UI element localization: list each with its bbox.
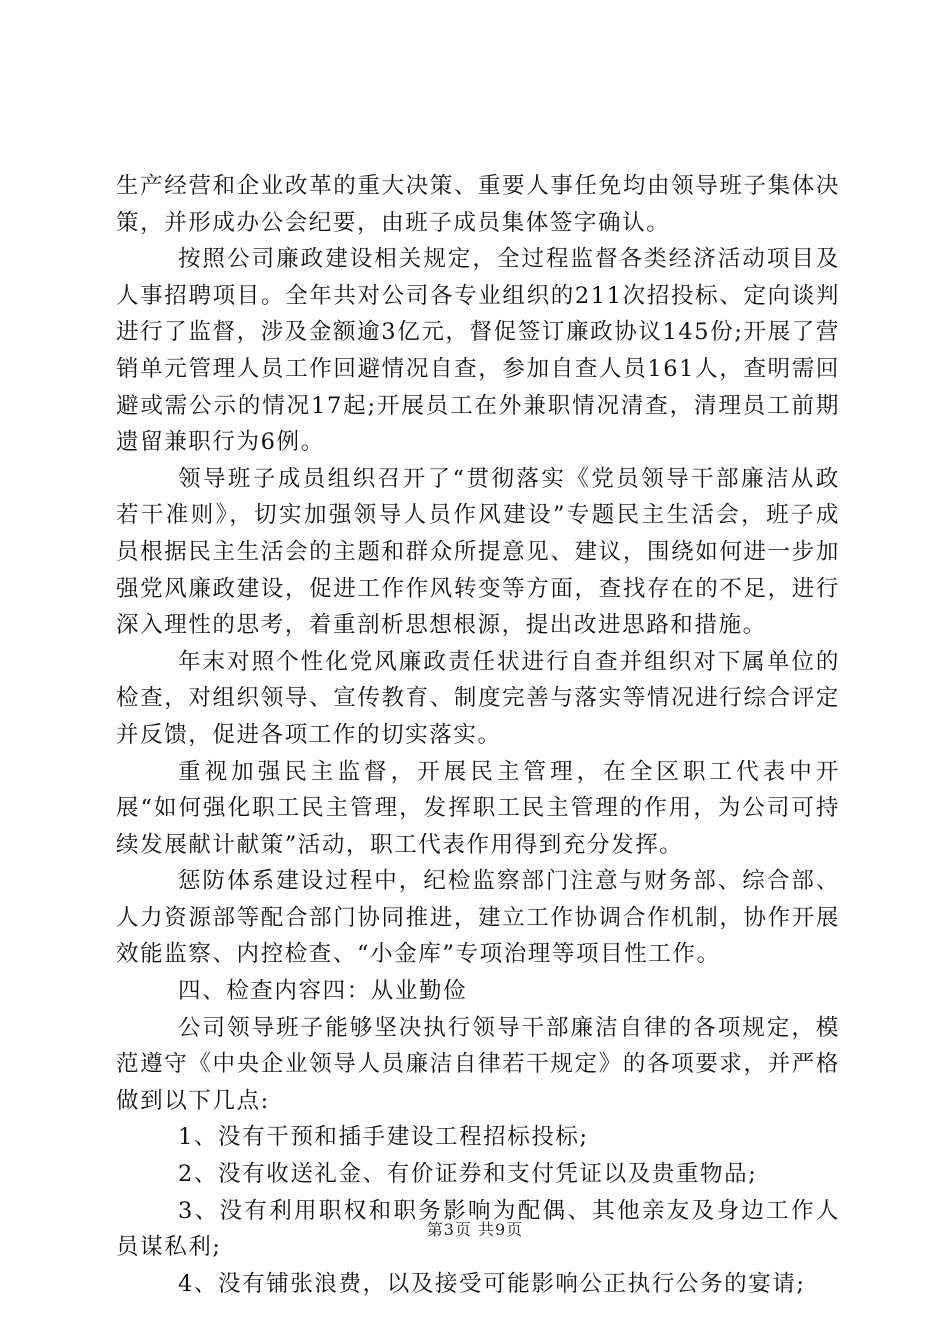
paragraph: 领导班子成员组织召开了“贯彻落实《党员领导干部廉洁从政若干准则》，切实加强领导人员作风建设”专题民主生活会，班子成员根据民主生活会的主题和群众所提意见、建议，围绕如何进一步加强党风廉政建设，促进工作作风转变等方面，查找存在的不足，进行深入理性的思考，着重剖析思想根源，提出改进思路和措施。 [116,465,840,639]
paragraph: 惩防体系建设过程中，纪检监察部门注意与财务部、综合部、人力资源部等配合部门协同推进，建立工作协调合作机制，协作开展效能监察、内控检查、“小金库”专项治理等项目性工作。 [116,868,840,968]
document-body [116,168,840,1302]
paragraph: 年末对照个性化党风廉政责任状进行自查并组织对下属单位的检查，对组织领导、宣传教育、制度完善与落实等情况进行综合评定并反馈，促进各项工作的切实落实。 [116,648,840,748]
page-footer [0,1217,950,1240]
paragraph: 生产经营和企业改革的重大决策、重要人事任免均由领导班子集体决策，并形成办公会纪要，由班子成员集体签字确认。 [116,173,840,236]
paragraph: 公司领导班子能够坚决执行领导干部廉洁自律的各项规定，模范遵守《中央企业领导人员廉洁自律若干规定》的各项要求，并严格做到以下几点: [116,1014,840,1114]
section-heading: 四、检查内容四：从业勤俭 [178,978,468,1005]
list-item: 1、没有干预和插手建设工程招标投标; [178,1124,589,1151]
paragraph: 按照公司廉政建设相关规定，全过程监督各类经济活动项目及人事招聘项目。全年共对公司各专业组织的211次招投标、定向谈判进行了监督，涉及金额逾3亿元，督促签订廉政协议145份;开展了营销单元管理人员工作回避情况自查，参加自查人员161人，查明需回避或需公示的情况17起;开展员工在外兼职情况清查，清理员工前期遗留兼职行为6例。 [116,246,840,456]
paragraph: 重视加强民主监督，开展民主管理，在全区职工代表中开展“如何强化职工民主管理，发挥职工民主管理的作用，为公司可持续发展献计献策”活动，职工代表作用得到充分发挥。 [116,758,840,858]
list-item: 2、没有收送礼金、有价证券和支付凭证以及贵重物品; [178,1161,758,1188]
list-item: 3、没有利用职权和职务影响为配偶、其他亲友及身边工作人员谋私利; [116,1197,840,1261]
list-item: 4、没有铺张浪费，以及接受可能影响公正执行公务的宴请; [178,1270,806,1297]
page-number: 第3页 共9页 [426,1220,524,1239]
